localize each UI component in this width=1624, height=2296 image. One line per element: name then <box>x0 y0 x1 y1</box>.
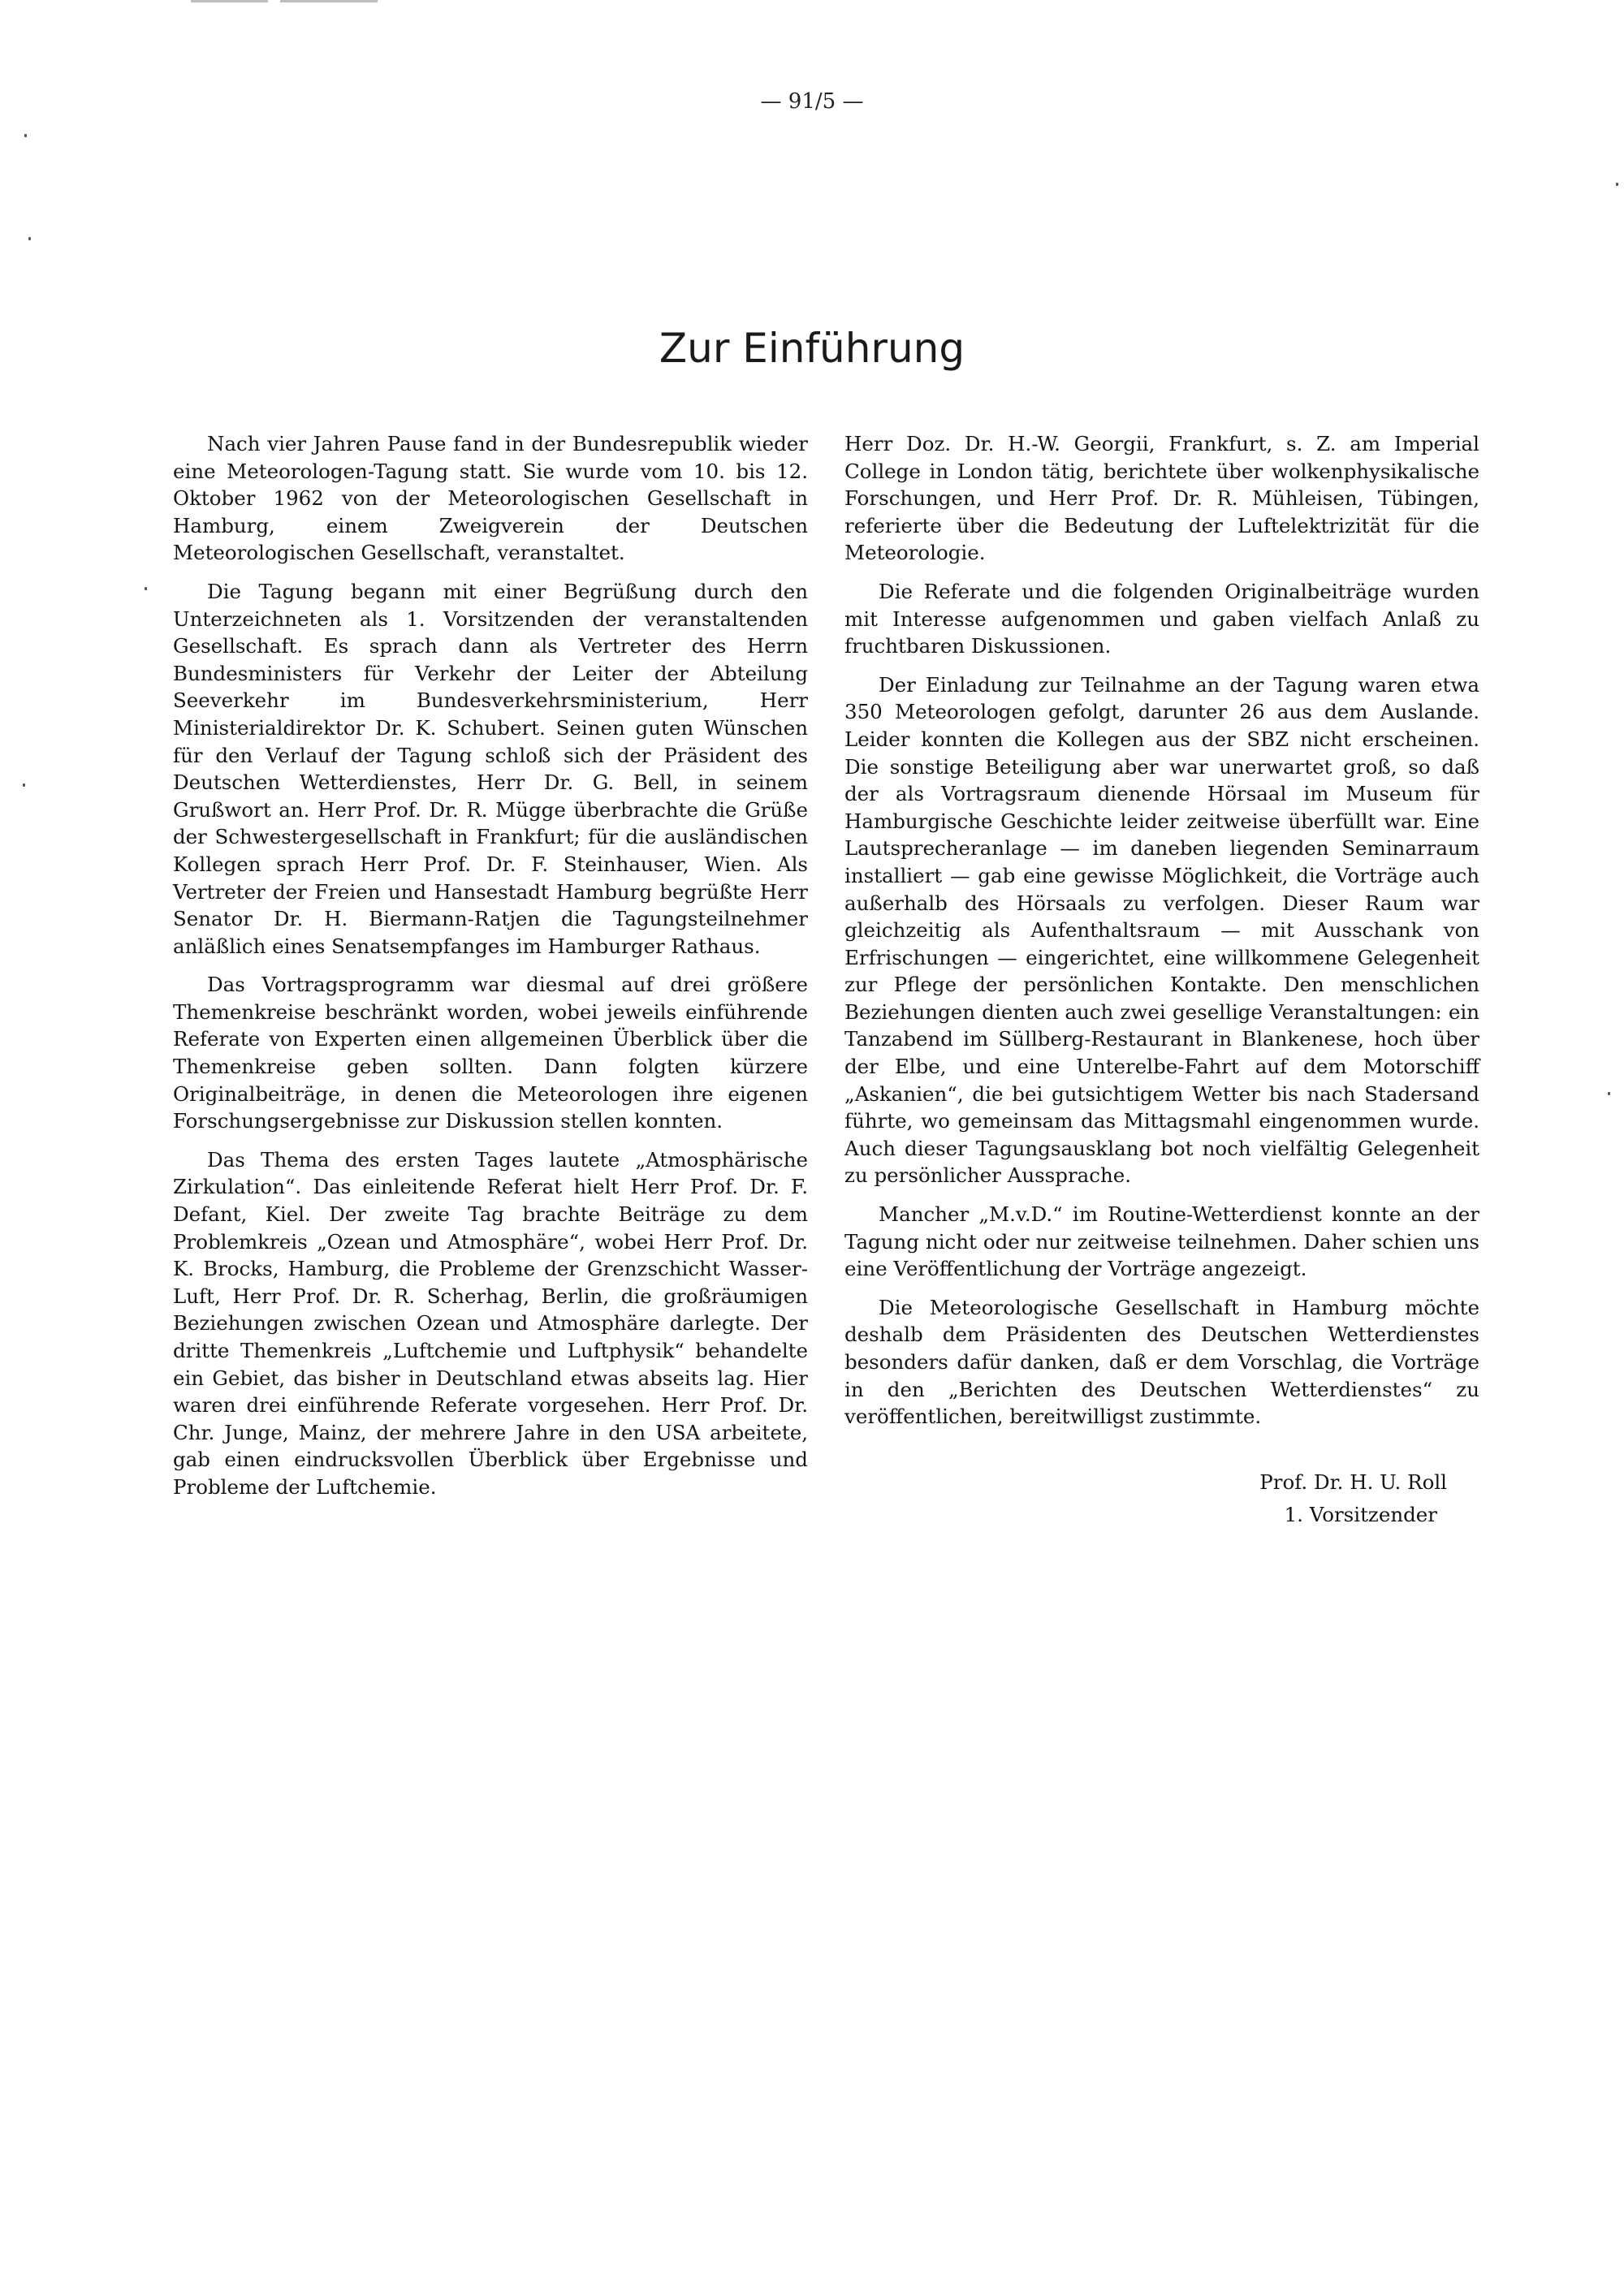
scan-speck <box>28 237 31 240</box>
page-number: — 91/5 — <box>760 89 864 114</box>
signature-name: Prof. Dr. H. U. Roll <box>1259 1470 1447 1494</box>
paragraph: Nach vier Jahren Pause fand in der Bundesrepublik wieder eine Meteorologen-Tagung statt. Sie wurde vom 10. bis 12. Oktober 1962 von der Meteorologischen Gesellschaft in Hamburg, einem Zweigverein der Deutschen Meteorologischen Gesellschaft, veranstaltet. <box>173 432 808 565</box>
page-title: Zur Einführung <box>659 325 965 372</box>
scan-speck <box>1608 1092 1610 1095</box>
signature-role: 1. Vorsitzender <box>1284 1502 1437 1526</box>
paragraph: Die Referate und die folgenden Originalbeiträge wurden mit Interesse aufgenommen und gaben vielfach Anlaß zu fruchtbaren Diskussionen. <box>844 579 1479 658</box>
paragraph: Die Meteorologische Gesellschaft in Hamburg möchte deshalb dem Präsidenten des Deutschen Wetterdienstes besonders dafür danken, daß er dem Vorschlag, die Vorträge in den „Berichten des Deutschen Wetterdienstes“ zu veröffentlichen, bereitwilligst zustimmte. <box>844 1295 1479 1429</box>
scan-speck <box>1616 183 1618 186</box>
header-rule <box>280 0 378 2</box>
paragraph: Mancher „M.v.D.“ im Routine-Wetterdienst konnte an der Tagung nicht oder nur zeitweise teilnehmen. Daher schien uns eine Veröffentlichung der Vorträge angezeigt. <box>844 1202 1479 1281</box>
paragraph: Die Tagung begann mit einer Begrüßung durch den Unterzeichneten als 1. Vorsitzenden der veranstaltenden Gesellschaft. Es sprach dann als Vertreter des Herrn Bundesministers für Verkehr der Leiter der Abteilung Seeverkehr im Bundesverkehrsministerium, Herr Ministerialdirektor Dr. K. Schubert. Seinen guten Wünschen für den Verlauf der Tagung schloß sich der Präsident des Deutschen Wetterdienstes, Herr Dr. G. Bell, in seinem Grußwort an. Herr Prof. Dr. R. Mügge überbrachte die Grüße der Schwestergesellschaft in Frankfurt; für die ausländischen Kollegen sprach Herr Prof. Dr. F. Steinhauser, Wien. Als Vertreter der Freien und Hansestadt Hamburg begrüßte Herr Senator Dr. H. Biermann-Ratjen die Tagungsteilnehmer anläßlich eines Senatsempfanges im Hamburger Rathaus. <box>173 579 808 958</box>
signature-block <box>844 1466 1479 1531</box>
right-column <box>844 430 1479 1531</box>
header-rule <box>191 0 268 2</box>
scan-speck <box>23 783 25 787</box>
scan-speck <box>24 134 27 137</box>
paragraph: Herr Doz. Dr. H.-W. Georgii, Frankfurt, s. Z. am Imperial College in London tätig, berichtete über wolkenphysikalische Forschungen, und Herr Prof. Dr. R. Mühleisen, Tübingen, referierte über die Bedeutung der Luftelektrizität für die Meteorologie. <box>844 432 1479 565</box>
paragraph: Der Einladung zur Teilnahme an der Tagung waren etwa 350 Meteorologen gefolgt, darunter 26 aus dem Auslande. Leider konnten die Kollegen aus der SBZ nicht erscheinen. Die sonstige Beteiligung aber war unerwartet groß, so daß der als Vortragsraum dienende Hörsaal im Museum für Hamburgische Geschichte leider zeitweise überfüllt war. Eine Lautsprecheranlage — im daneben liegenden Seminarraum installiert — gab eine gewisse Möglichkeit, die Vorträge auch außerhalb des Hörsaals zu verfolgen. Dieser Raum war gleichzeitig als Aufenthaltsraum — mit Ausschank von Erfrischungen — eingerichtet, eine willkommene Gelegenheit zur Pflege der persönlichen Kontakte. Den menschlichen Beziehungen dienten auch zwei gesellige Veranstaltungen: ein Tanzabend im Süllberg-Restaurant in Blankenese, hoch über der Elbe, und eine Unterelbe-Fahrt auf dem Motorschiff „Askanien“, die bei gutsichtigem Wetter bis nach Stadersand führte, wo gemeinsam das Mittagsmahl eingenommen wurde. Auch dieser Tagungsausklang bot noch vielfältig Gelegenheit zu persönlicher Aussprache. <box>844 672 1479 1188</box>
left-column <box>173 430 808 1513</box>
scan-speck <box>145 587 147 590</box>
paragraph: Das Vortragsprogramm war diesmal auf drei größere Themenkreise beschränkt worden, wobei jeweils einführende Referate von Experten einen allgemeinen Überblick über die Themenkreise geben sollten. Dann folgten kürzere Originalbeiträge, in denen die Meteorologen ihre eigenen Forschungsergebnisse zur Diskussion stellen konnten. <box>173 973 808 1133</box>
paragraph: Das Thema des ersten Tages lautete „Atmosphärische Zirkulation“. Das einleitende Referat hielt Herr Prof. Dr. F. Defant, Kiel. Der zweite Tag brachte Beiträge zu dem Problemkreis „Ozean und Atmosphäre“, wobei Herr Prof. Dr. K. Brocks, Hamburg, die Probleme der Grenzschicht Wasser-Luft, Herr Prof. Dr. R. Scherhag, Berlin, die großräumigen Beziehungen zwischen Ozean und Atmosphäre darlegte. Der dritte Themenkreis „Luftchemie und Luftphysik“ behandelte ein Gebiet, das bisher in Deutschland etwas abseits lag. Hier waren drei einführende Referate vorgesehen. Herr Prof. Dr. Chr. Junge, Mainz, der mehrere Jahre in den USA arbeitete, gab einen eindrucksvollen Überblick über Ergebnisse und Probleme der Luftchemie. <box>173 1147 808 1499</box>
